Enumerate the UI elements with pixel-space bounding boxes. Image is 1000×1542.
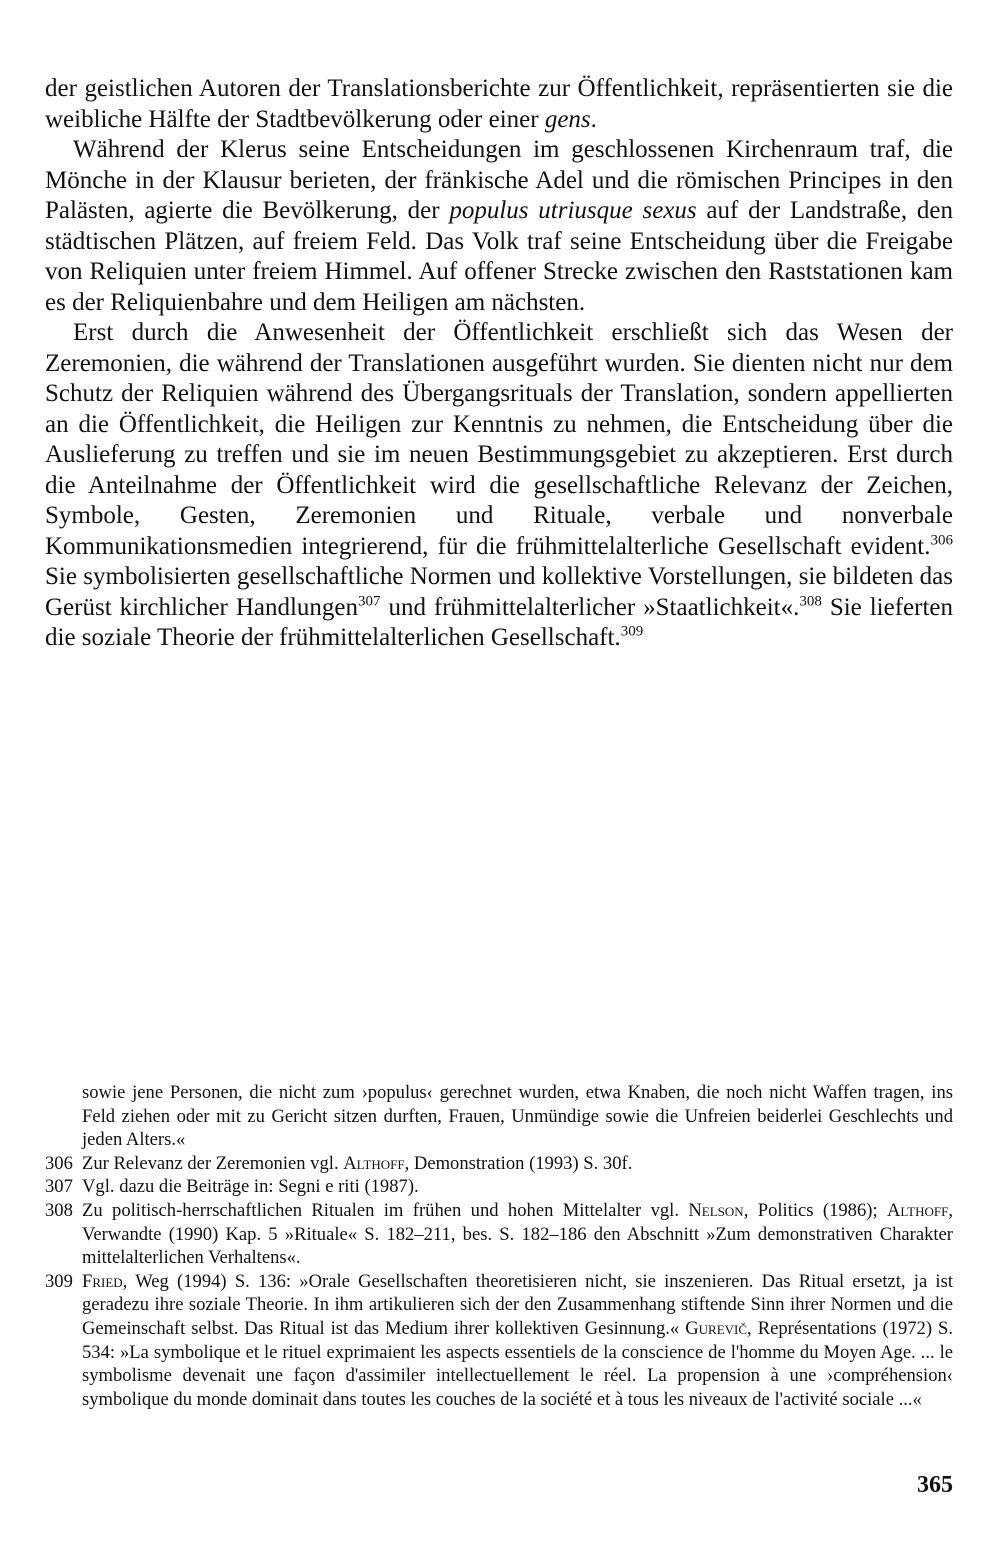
footnote-text: , Demonstration (1993) S. 30f. [404,1152,633,1174]
paragraph-1 [45,74,953,135]
footnote-text: , Weg (1994) S. 136: »Orale Gesellschaften theoretisieren nicht, sie inszenieren. Das Ritual ersetzt, ja ist geradezu ihre soziale Theorie. In ihm artikulieren sich der den Zusammenhang stiftende Sinn ihrer Normen und die Gemeinschaft selbst. Das Ritual ist das Medium ihrer kollektiven Gesinnung.« [82,1270,953,1339]
footnote-text: , Représentations (1972) S. 534: »La symbolique et le rituel exprimaient les aspects essentiels de la conscience de l'homme du Moyen Age. ... le symbolisme devenait une façon d'assimiler intellectuellement le réel. La propension à une ›compréhension‹ symbolique du monde dominait dans toutes les couches de la société et à tous les niveaux de l'activité sociale ...« [82,1317,954,1410]
paragraph-2-text: Während der Klerus seine Entscheidungen im geschlossenen Kirchenraum traf, die Mönche in der Klausur berieten, der fränkische Adel und die römischen Principes in den Palästen, agierte die Bevölkerung, der [45,136,953,224]
author-name: Gurevič [685,1317,748,1339]
page-number: 365 [917,1472,953,1498]
footnote-text: Zur Relevanz der Zeremonien vgl. [82,1152,344,1174]
footnote-ref-307[interactable]: 307 [358,593,381,610]
italic-term-populus: populus utriusque sexus [449,197,697,224]
footnote-text: Zu politisch-herrschaftlichen Ritualen im frühen und hohen Mittelalter vgl. [82,1199,689,1221]
paragraph-1-text: der geistlichen Autoren der Translationsberichte zur Öffentlichkeit, repräsentierten sie die weibliche Hälfte der Stadtbevölkerung oder einer [45,75,953,133]
footnotes [45,1081,953,1411]
footnote-number: 307 [45,1176,73,1198]
author-name: Althoff [887,1199,949,1221]
footnote-308 [45,1199,953,1270]
footnote-ref-308[interactable]: 308 [799,593,822,610]
paragraph-3-text-2: Sie symbolisierten gesellschaftliche Normen und kollektive Vorstellungen, sie bildeten das Gerüst kirchlicher Handlungen [45,563,953,621]
footnote-number: 309 [45,1270,73,1292]
paragraph-1-end: . [590,105,597,133]
paragraph-2 [45,135,953,318]
italic-term-gens: gens [544,105,591,133]
footnote-continuation: sowie jene Personen, die nicht zum ›populus‹ gerechnet wurden, etwa Knaben, die noch nicht Waffen tragen, ins Feld ziehen oder mit zu Gericht sitzen durften, Frauen, Unmündige sowie die Unfreien beiderlei Geschlechts und jeden Alters.« [82,1082,953,1151]
paragraph-3-text: Erst durch die Anwesenheit der Öffentlichkeit erschließt sich das Wesen der Zeremonien, die während der Translationen ausgeführt wurden. Sie dienten nicht nur dem Schutz der Reliquien während des Übergangsrituals der Translation, sondern appellierten an die Öffentlichkeit, die Heiligen zur Kenntnis zu nehmen, die Entscheidung über die Auslieferung zu treffen und sie im neuen Bestimmungsgebiet zu akzeptieren. Erst durch die Anteilnahme der Öffentlichkeit wird die gesellschaftliche Relevanz der Zeichen, Symbole, Gesten, Zeremonien und Rituale, verbale und nonverbale Kommunikationsmedien integrierend, für die frühmittelalterliche Gesellschaft evident. [45,319,953,560]
footnote-306 [45,1152,953,1176]
footnote-text: Vgl. dazu die Beiträge in: Segni e riti (1987). [82,1176,419,1198]
paragraph-3-text-3: und frühmittelalterlicher »Staatlichkeit«. [380,593,800,621]
footnote-ref-306[interactable]: 306 [930,532,953,549]
footnote-309 [45,1270,953,1412]
paragraph-3 [45,318,953,654]
footnote-text: , Verwandte (1990) Kap. 5 »Rituale« S. 182–211, bes. S. 182–186 den Abschnitt »Zum demonstrativen Charakter mittelalterlichen Verhaltens«. [82,1199,954,1269]
footnote-number: 308 [45,1199,73,1221]
footnote-ref-309[interactable]: 309 [620,623,644,640]
footnote-number: 306 [45,1152,73,1174]
author-name: Althoff [343,1152,405,1174]
main-text [45,74,953,654]
paragraph-3-text-4: Sie lieferten die soziale Theorie der frühmittelalterlichen Gesellschaft. [45,593,953,651]
footnote-307 [45,1175,953,1199]
footnote-text: , Politics (1986); [743,1199,887,1221]
author-name: Nelson [688,1199,744,1221]
paragraph-2-end: auf der Landstraße, den städtischen Plätzen, auf freiem Feld. Das Volk traf seine Entscheidung über die Freigabe von Reliquien unter freiem Himmel. Auf offener Strecke zwischen den Raststationen kam es der Reliquienbahre und dem Heiligen am nächsten. [45,197,953,316]
author-name: Fried [82,1270,123,1292]
